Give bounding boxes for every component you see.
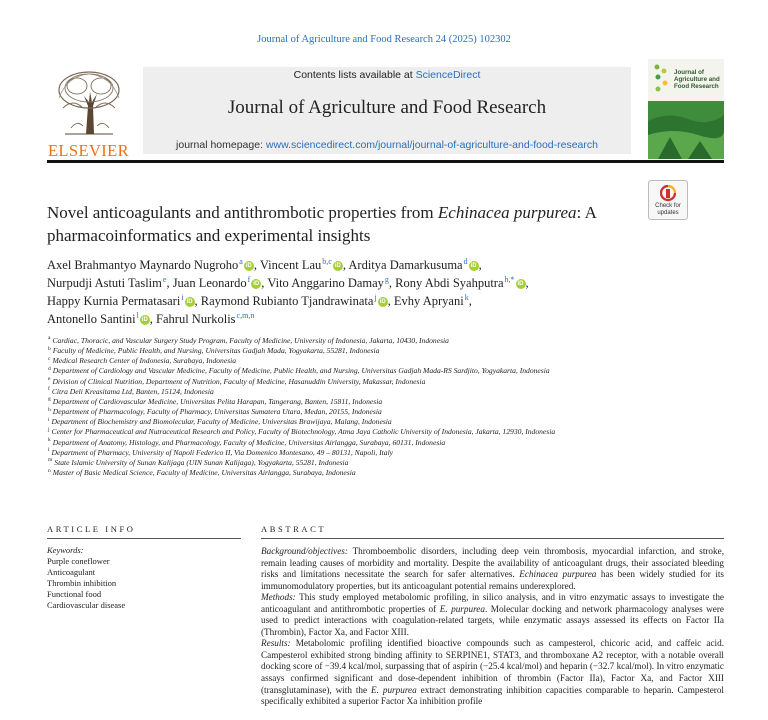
journal-cover[interactable] (648, 59, 724, 159)
keyword: Functional food (47, 589, 102, 599)
author[interactable]: Vincent Lau$^{b,c}$iD , (259, 256, 346, 272)
journal-header-box (143, 67, 631, 154)
elsevier-wordmark: ELSEVIER (47, 141, 130, 160)
affiliation: $^n$ Master of Basic Medical Science, Faculty of Medicine, Universitas Airlangga, Surabaya, Indonesia (48, 467, 356, 478)
author[interactable]: Axel Brahmantyo Maynardo Nugroho$^a$iD , (47, 256, 257, 272)
journal-citation[interactable]: Journal of Agriculture and Food Research 24 (2025) 102302 (257, 34, 511, 45)
author[interactable]: Antonello Santini$^l$iD , (47, 310, 153, 326)
elsevier-logo[interactable] (47, 68, 130, 158)
abstract-heading: ABSTRACT (261, 524, 327, 534)
elsevier-tree-icon (53, 68, 125, 136)
affiliation: $^d$ Department of Cardiology and Vascular Medicine, Faculty of Medicine, Public Health, and Nursing, Universitas Gadjah Mada-RS Sardjito, Yogyakarta, Indonesia (48, 365, 550, 376)
author[interactable]: Rony Abdi Syahputra$^{h,*}$iD , (395, 274, 529, 290)
keywords-section (47, 545, 241, 611)
affiliation: $^b$ Faculty of Medicine, Public Health, and Nursing, Universitas Gadjah Mada, Yogyakarta, 55281, Indonesia (48, 345, 380, 356)
title-text: Novel anticoagulants and antithrombotic properties from (47, 203, 438, 222)
article-info-heading: ARTICLE INFO (47, 524, 136, 534)
author[interactable]: Fahrul Nurkolis$^{c,m,n}$ (156, 310, 255, 326)
affiliation: $^i$ Department of Biochemistry and Biomolecular, Faculty of Medicine, Universitas Brawijaya, Malang, Indonesia (48, 416, 392, 427)
homepage-link[interactable]: www.sciencedirect.com/journal/journal-of-agriculture-and-food-research (265, 139, 598, 151)
affiliation: $^l$ Department of Pharmacy, University of Napoli Federico II, Via Domenico Montesano, 49 – 80131, Napoli, Italy (48, 447, 394, 457)
affiliation: $^a$ Cardiac, Thoracic, and Vascular Surgery Study Program, Faculty of Medicine, University of Indonesia, Jakarta, 10430, Indonesia (48, 335, 449, 345)
affiliation: $^k$ Department of Anatomy, Histology, and Pharmacology, Faculty of Medicine, Universitas Airlangga, Surabaya, 60131, Indonesia (48, 437, 446, 447)
orcid-icon[interactable]: iD (186, 299, 193, 306)
article-info-divider (47, 538, 241, 539)
orcid-icon[interactable]: iD (141, 317, 148, 324)
article-title (47, 201, 607, 247)
contents-line (143, 69, 631, 81)
orcid-icon[interactable]: iD (517, 281, 524, 288)
author[interactable]: Happy Kurnia Permatasari$^i$iD , (47, 292, 198, 308)
author[interactable]: Evhy Apryani$^k$, (393, 292, 472, 308)
affiliation: $^c$ Medical Research Center of Indonesia, Surabaya, Indonesia (48, 355, 237, 366)
cover-field-image (648, 101, 724, 159)
author[interactable]: Vito Anggarino Damay$^g$, (267, 274, 393, 290)
keywords-label: Keywords: (47, 545, 84, 555)
abstract-background: Background/objectives: Thromboembolic disorders, including deep vein thrombosis, myocardial infarction, and stroke, remain leading causes of morbidity and mortality. Despite the availability of anticoagulant drugs, their associated bleeding risks and limitations necessitate the search for safer alternatives. Echinacea purpurea has been widely studied for its immunomodulatory properties, but its anticoagulant potential remains underexplored. (261, 546, 725, 591)
journal-homepage-line (143, 139, 631, 151)
abstract-results: Results: Metabolomic profiling identified bioactive compounds such as campesterol, chicoric acid, and caffeic acid. Campesterol exhibited strong binding affinity to SERPINE1, STAT3, and thromboxane A2 receptor, with a notable overall docking score of −39.4 kcal/mol, surpassing that of aspirin (−25.4 kcal/mol) and heparin (−32.7 kcal/mol). In vitro enzymatic assays confirmed significant and dose-dependent inhibition of thrombin (Factor IIa), Factor Xa, and Factor XIII (transglutaminase), with the E. purpurea extract demonstrating inhibition capacities comparable to heparin. Campesterol specifically exhibited a superior Factor Xa inhibition profile (261, 638, 724, 707)
sciencedirect-link[interactable]: ScienceDirect (415, 69, 481, 81)
orcid-icon[interactable]: iD (379, 299, 386, 306)
keyword: Anticoagulant (47, 567, 96, 577)
affiliation-list (47, 336, 727, 478)
orcid-icon[interactable]: iD (245, 263, 252, 270)
orcid-icon[interactable]: iD (470, 263, 477, 270)
cover-title: Journal of Agriculture and Food Research (674, 69, 720, 90)
abstract-body (261, 546, 724, 708)
affiliation: $^h$ Department of Pharmacology, Faculty of Pharmacy, Universitas Sumatera Utara, Medan, 20155, Indonesia (48, 406, 382, 417)
author[interactable]: Juan Leonardo$^f$iD , (172, 274, 265, 290)
affiliation: $^e$ Division of Clinical Nutrition, Department of Nutrition, Faculty of Medicine, Hasanuddin University, Makassar, Indonesia (48, 376, 426, 386)
author[interactable]: Nurpudji Astuti Taslim$^e$, (47, 274, 170, 290)
keyword: Cardiovascular disease (47, 600, 126, 610)
abstract-methods: Methods: This study employed metabolomic profiling, in silico analysis, and in vitro enzymatic assays to investigate the anticoagulant and antithrombotic properties of E. purpurea. Molecular docking and network pharmacology analyses were used to predict interactions with coagulation-related targets, while enzymatic assays assessed its effects on Factor IIa (Thrombin), Factor Xa, and Factor XIII. (261, 592, 724, 637)
abstract-divider (261, 538, 724, 539)
masthead (47, 59, 724, 160)
affiliation: $^j$ Center for Pharmaceutical and Nutraceutical Research and Policy, Faculty of Biotechnology, Atma Jaya Catholic University of Indonesia, Jakarta, 12930, Indonesia (48, 426, 556, 437)
contents-prefix: Contents lists available at (293, 69, 416, 81)
keyword: Purple coneflower (47, 556, 110, 566)
affiliation: $^m$ State Islamic University of Sunan Kalijaga (UIN Sunan Kalijaga), Yogyakarta, 55281, Indonesia (48, 457, 349, 467)
title-subtitle: : A pharmacoinformatics and experimental insights (47, 203, 596, 245)
header-divider (47, 160, 724, 163)
affiliation: $^g$ Department of Cardiovascular Medicine, Universitas Pelita Harapan, Tangerang, Banten, 15811, Indonesia (48, 396, 383, 406)
author[interactable]: Raymond Rubianto Tjandrawinata$^j$iD , (200, 292, 391, 308)
check-updates-icon (660, 185, 676, 202)
orcid-icon[interactable]: iD (334, 263, 341, 270)
keyword: Thrombin inhibition (47, 578, 117, 588)
author[interactable]: Arditya Damarkusuma$^d$iD , (348, 256, 482, 272)
homepage-label: journal homepage: (176, 139, 266, 151)
check-updates-label: Check for updates (655, 203, 681, 216)
check-for-updates-badge[interactable] (648, 180, 688, 220)
cover-pattern-icon (653, 63, 669, 95)
author-list (47, 256, 647, 328)
affiliation: $^f$ Citra Deli Kreasitama Ltd, Banten, 15124, Indonesia (48, 386, 214, 396)
orcid-icon[interactable]: iD (253, 281, 260, 288)
title-species: Echinacea purpurea (437, 203, 577, 222)
journal-title: Journal of Agriculture and Food Research (227, 97, 547, 118)
